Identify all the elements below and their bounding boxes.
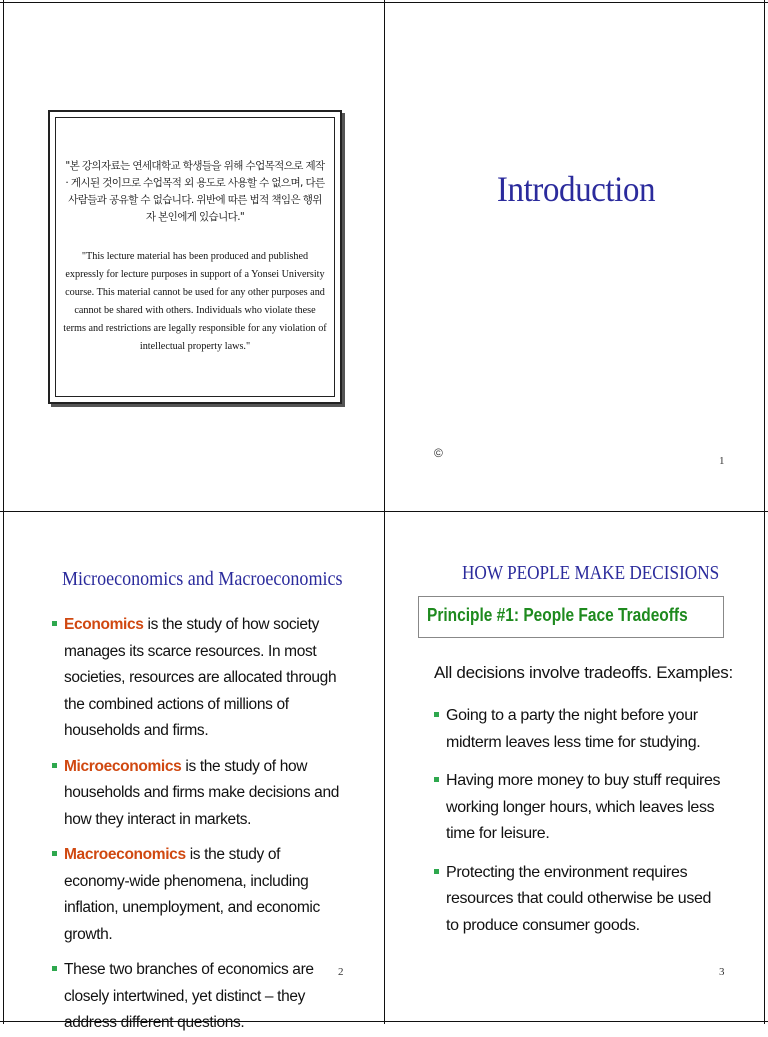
notice-korean-text: "본 강의자료는 연세대학교 학생들을 위해 수업목적으로 제작 · 게시된 것이므로 수업목적 외 용도로 사용할 수 없으며, 다른 사람들과 공유할 수 없습니다. 위반에 따른 법적 책임은 행위자 본인에게 있습니다." [65, 160, 325, 223]
list-item [52, 842, 342, 948]
bullet-square-icon [434, 777, 439, 782]
grid-top-border [0, 2, 768, 3]
keyword-microeconomics: Microeconomics [64, 757, 182, 775]
bullet-square-icon [52, 763, 57, 768]
grid-horizontal-divider [0, 511, 768, 512]
bullet-text: Having more money to buy stuff requires working longer hours, which leaves less time for leisure. [446, 772, 721, 842]
slide1-title: Introduction [496, 169, 656, 209]
grid-vertical-divider [384, 0, 385, 1024]
bullet-text: is the study of economy-wide phenomena, including inflation, unemployment, and economic growth. [64, 846, 320, 943]
grid-left-border [3, 0, 4, 1024]
list-item [434, 860, 724, 940]
slide2-title: Microeconomics and Macroeconomics [62, 568, 343, 590]
list-item [52, 754, 342, 834]
slide3-intro-text: All decisions involve tradeoffs. Examples: [434, 663, 733, 682]
bullet-text: Going to a party the night before your midterm leaves less time for studying. [446, 707, 701, 751]
slide3-bullet-list [434, 703, 724, 939]
slide2-bullet-list [52, 612, 342, 1037]
bullet-square-icon [52, 966, 57, 971]
bullet-square-icon [52, 621, 57, 626]
notice-english-text: "This lecture material has been produced and published expressly for lecture purposes in support of a Yonsei University course. This material cannot be used for any other purposes and cannot be shared with others. Individuals who violate these terms and restrictions are legally responsible for any violation of intellectual property laws." [63, 251, 327, 352]
slide3-page-number: 3 [719, 966, 725, 978]
list-item [52, 612, 342, 745]
copyright-notice-box [48, 110, 342, 404]
bullet-square-icon [434, 869, 439, 874]
slide3-title: HOW PEOPLE MAKE DECISIONS [462, 562, 720, 584]
bullet-text: is the study of how society manages its scarce resources. In most societies, resources are allocated through the combined actions of millions of households and firms. [64, 616, 337, 739]
principle-label: Principle #1: People Face Tradeoffs [427, 605, 688, 625]
bullet-square-icon [52, 851, 57, 856]
grid-right-border [764, 0, 765, 1024]
list-item [434, 768, 724, 848]
bullet-text: These two branches of economics are closely intertwined, yet distinct – they address different questions. [64, 961, 314, 1031]
principle-box [418, 596, 724, 638]
bullet-square-icon [434, 712, 439, 717]
list-item [434, 703, 724, 756]
keyword-economics: Economics [64, 616, 144, 633]
copyright-symbol: © [434, 446, 443, 460]
bullet-text: is the study of how households and firms make decisions and how they interact in markets. [64, 757, 339, 828]
keyword-macroeconomics: Macroeconomics [64, 846, 186, 863]
list-item [52, 957, 342, 1037]
slide1-page-number: 1 [719, 455, 725, 467]
bullet-text: Protecting the environment requires resources that could otherwise be used to produce consumer goods. [446, 863, 712, 934]
slide2-page-number: 2 [338, 966, 344, 978]
